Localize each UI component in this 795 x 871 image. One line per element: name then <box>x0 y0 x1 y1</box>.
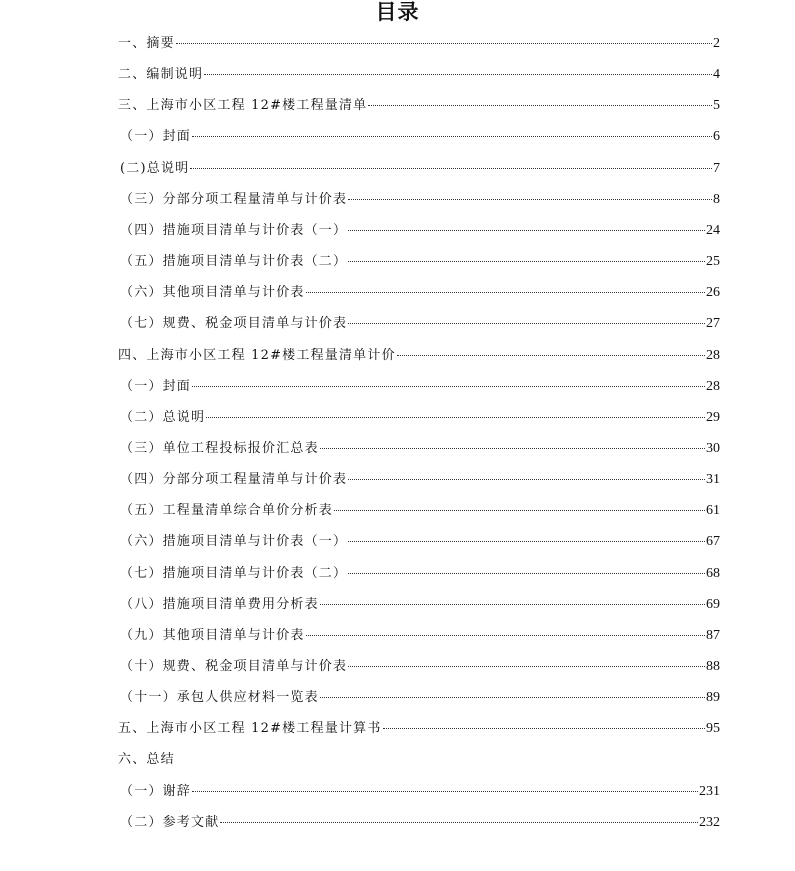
toc-leader-dots <box>348 466 705 480</box>
toc-entry-page-number: 95 <box>706 721 720 737</box>
toc-entry-page-number: 89 <box>706 690 720 706</box>
toc-entry[interactable] <box>118 33 720 55</box>
toc-entry-label: （五）工程量清单综合单价分析表 <box>120 503 334 519</box>
toc-entry-page-number: 69 <box>706 596 720 612</box>
toc-entry-label: （六）措施项目清单与计价表（一） <box>120 534 348 550</box>
toc-entry-label: （七）规费、税金项目清单与计价表 <box>120 316 348 332</box>
toc-entry-page-number: 68 <box>706 565 720 581</box>
toc-entry-label: （八）措施项目清单费用分析表 <box>120 596 319 612</box>
toc-entry-label: （十）规费、税金项目清单与计价表 <box>120 659 348 674</box>
toc-entry-label: （二）参考文献 <box>120 814 220 830</box>
toc-leader-dots <box>204 61 712 75</box>
toc-entry-label: （一）封面 <box>120 129 192 145</box>
toc-entry[interactable] <box>118 64 720 86</box>
toc-entry[interactable] <box>118 95 720 117</box>
toc-leader-dots <box>397 342 705 356</box>
toc-entry[interactable] <box>120 781 720 803</box>
toc-entry-page-number: 8 <box>713 191 720 207</box>
toc-entry-page-number: 27 <box>706 316 720 332</box>
toc-leader-dots <box>383 715 705 729</box>
toc-leader-dots <box>368 92 712 106</box>
toc-entry[interactable] <box>118 345 720 367</box>
toc-entry-label: （四）分部分项工程量清单与计价表 <box>120 472 348 488</box>
toc-entry-page-number: 29 <box>706 409 720 425</box>
toc-leader-dots <box>348 217 705 231</box>
toc-entry-label: 五、上海市小区工程 12#楼工程量计算书 <box>118 721 382 737</box>
toc-entry-label: （一）谢辞 <box>120 783 192 799</box>
toc-leader-dots <box>206 404 705 418</box>
toc-entry-page-number: 4 <box>713 67 720 83</box>
toc-entry[interactable] <box>120 563 720 585</box>
toc-leader-dots <box>306 622 705 636</box>
toc-entry-page-number: 2 <box>713 36 720 51</box>
toc-leader-dots <box>348 528 705 542</box>
toc-entry-page-number: 25 <box>706 254 720 270</box>
toc-leader-dots <box>320 684 705 698</box>
page-title: 目录 <box>375 0 420 24</box>
toc-entry-page-number: 26 <box>706 285 720 301</box>
toc-entry[interactable] <box>120 469 720 491</box>
toc-entry-label: 二、编制说明 <box>118 67 204 83</box>
toc-leader-dots <box>348 653 705 667</box>
toc-entry[interactable] <box>120 189 720 211</box>
toc-entry-label: （五）措施项目清单与计价表（二） <box>120 254 348 270</box>
toc-entry-page-number: 31 <box>706 472 720 488</box>
toc-entry-label: （六）其他项目清单与计价表 <box>120 285 305 301</box>
toc-entry-page-number: 7 <box>713 160 720 176</box>
toc-entry-page-number: 87 <box>706 627 720 643</box>
toc-entry-page-number: 30 <box>706 440 720 456</box>
toc-entry[interactable] <box>120 158 720 180</box>
toc-entry[interactable] <box>118 749 720 771</box>
toc-entry[interactable] <box>118 718 720 740</box>
toc-entry-label: （四）措施项目清单与计价表（一） <box>120 222 348 238</box>
toc-entry-label: （十一）承包人供应材料一览表 <box>120 690 319 706</box>
toc-entry-label: （二）总说明 <box>120 409 206 425</box>
toc-entry[interactable] <box>120 220 720 242</box>
toc-leader-dots <box>348 186 712 200</box>
toc-entry-label: (二)总说明 <box>120 160 190 176</box>
toc-leader-dots <box>190 155 712 169</box>
toc-entry[interactable] <box>120 438 720 460</box>
toc-entry[interactable] <box>120 407 720 429</box>
toc-entry-page-number: 28 <box>706 347 720 363</box>
toc-entry[interactable] <box>120 656 720 678</box>
toc-leader-dots <box>306 279 705 293</box>
toc-leader-dots <box>220 809 698 823</box>
toc-entry[interactable] <box>120 376 720 398</box>
toc-entry[interactable] <box>120 251 720 273</box>
toc-leader-dots <box>176 30 712 44</box>
toc-entry[interactable] <box>120 313 720 335</box>
toc-entry-label: 四、上海市小区工程 12#楼工程量清单计价 <box>118 347 396 363</box>
toc-entry[interactable] <box>120 531 720 553</box>
toc-entry[interactable] <box>120 812 720 834</box>
toc-leader-dots <box>192 778 698 792</box>
toc-leader-dots <box>348 560 705 574</box>
toc-entry-page-number: 232 <box>699 814 720 830</box>
toc-leader-dots <box>192 373 705 387</box>
toc-leader-dots <box>348 310 705 324</box>
toc-entry-page-number: 28 <box>706 378 720 394</box>
toc-entry-label: 一、摘要 <box>118 36 175 51</box>
toc-entry[interactable] <box>120 500 720 522</box>
toc-entry-label: （三）单位工程投标报价汇总表 <box>120 440 319 456</box>
toc-entry-label: （一）封面 <box>120 378 192 394</box>
toc-leader-dots <box>192 123 712 137</box>
toc-leader-dots <box>320 435 705 449</box>
toc-entry[interactable] <box>120 687 720 709</box>
toc-entry[interactable] <box>120 282 720 304</box>
toc-entry-label: （三）分部分项工程量清单与计价表 <box>120 191 348 207</box>
toc-leader-dots <box>334 497 705 511</box>
toc-entry[interactable] <box>120 594 720 616</box>
toc-entry-page-number: 88 <box>706 659 720 674</box>
toc-entry-page-number: 231 <box>699 783 720 799</box>
toc-entry-page-number: 67 <box>706 534 720 550</box>
toc-entry-label: 六、总结 <box>118 752 175 768</box>
toc-entry-label: （九）其他项目清单与计价表 <box>120 627 305 643</box>
toc-entry-page-number: 61 <box>706 503 720 519</box>
toc-entry-label: （七）措施项目清单与计价表（二） <box>120 565 348 581</box>
toc-entry-page-number: 6 <box>713 129 720 145</box>
toc-entry-label: 三、上海市小区工程 12#楼工程量清单 <box>118 98 368 114</box>
toc-entry[interactable] <box>120 126 720 148</box>
toc-entry[interactable] <box>120 625 720 647</box>
toc-leader-dots <box>348 248 705 262</box>
toc-entry-page-number: 5 <box>713 98 720 114</box>
toc-entry-page-number: 24 <box>706 222 720 238</box>
toc-leader-dots <box>320 591 705 605</box>
